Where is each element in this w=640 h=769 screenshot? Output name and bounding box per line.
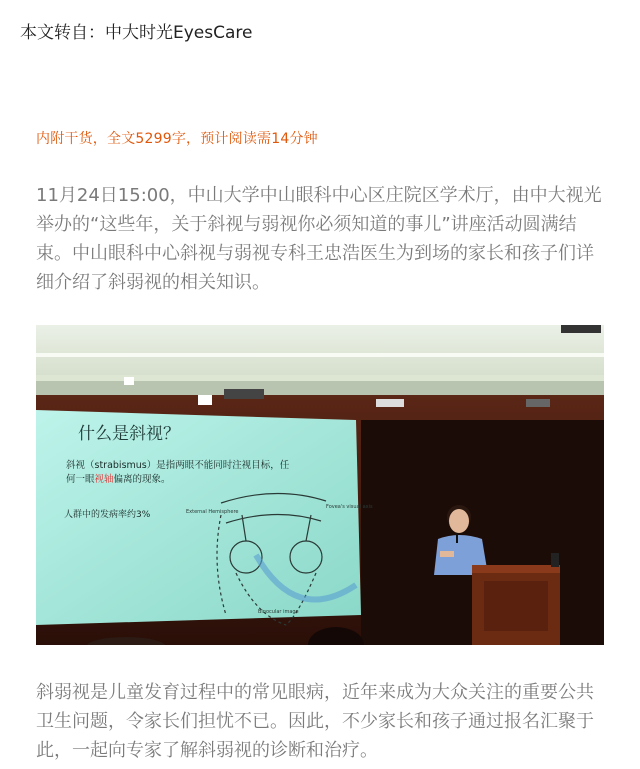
reading-time-note: 内附干货，全文5299字，预计阅读需14分钟 xyxy=(36,131,318,147)
podium xyxy=(472,553,560,645)
slide-definition-prefix: 何一眼 xyxy=(66,474,95,485)
svg-text:斜视（strabismus）是指两眼不能同时注视目标，任 xyxy=(66,459,290,471)
diagram-label-right: Fovea's visual axis xyxy=(326,504,373,510)
svg-text:何一眼视轴偏离的现象。 xyxy=(66,473,171,485)
article-paragraph-2: 斜弱视是儿童发育过程中的常见眼病，近年来成为大众关注的重要公共卫生问题，令家长们担忧不已。因此，不少家长和孩子通过报名汇聚于此，一起向专家了解斜弱视的诊断和治疗。 xyxy=(36,682,594,761)
slide-definition-highlight: 视轴 xyxy=(94,474,114,485)
slide-definition-suffix: 偏离的现象。 xyxy=(113,474,171,485)
article-paragraph-1: 11月24日15:00，中山大学中山眼科中心区庄院区学术厅，由中大视光举办的“这些年，关于斜视与弱视你必须知道的事儿”讲座活动圆满结束。中山眼科中心斜视与弱视专科王忠浩医生为到场的家长和孩子们详细介绍了斜弱视的相关知识。 xyxy=(36,185,602,293)
source-attribution: 本文转自：中大时光EyesCare xyxy=(20,23,253,43)
diagram-label-left: External Hemisphere xyxy=(186,509,239,515)
slide-bullet: 人群中的发病率约3% xyxy=(64,510,151,520)
slide-definition-line1: 斜视（strabismus）是指两眼不能同时注视目标，任 xyxy=(66,460,290,471)
lecture-photo xyxy=(36,325,604,645)
slide-title: 什么是斜视？ xyxy=(78,424,180,444)
diagram-label-bottom: Binocular image xyxy=(258,609,299,615)
